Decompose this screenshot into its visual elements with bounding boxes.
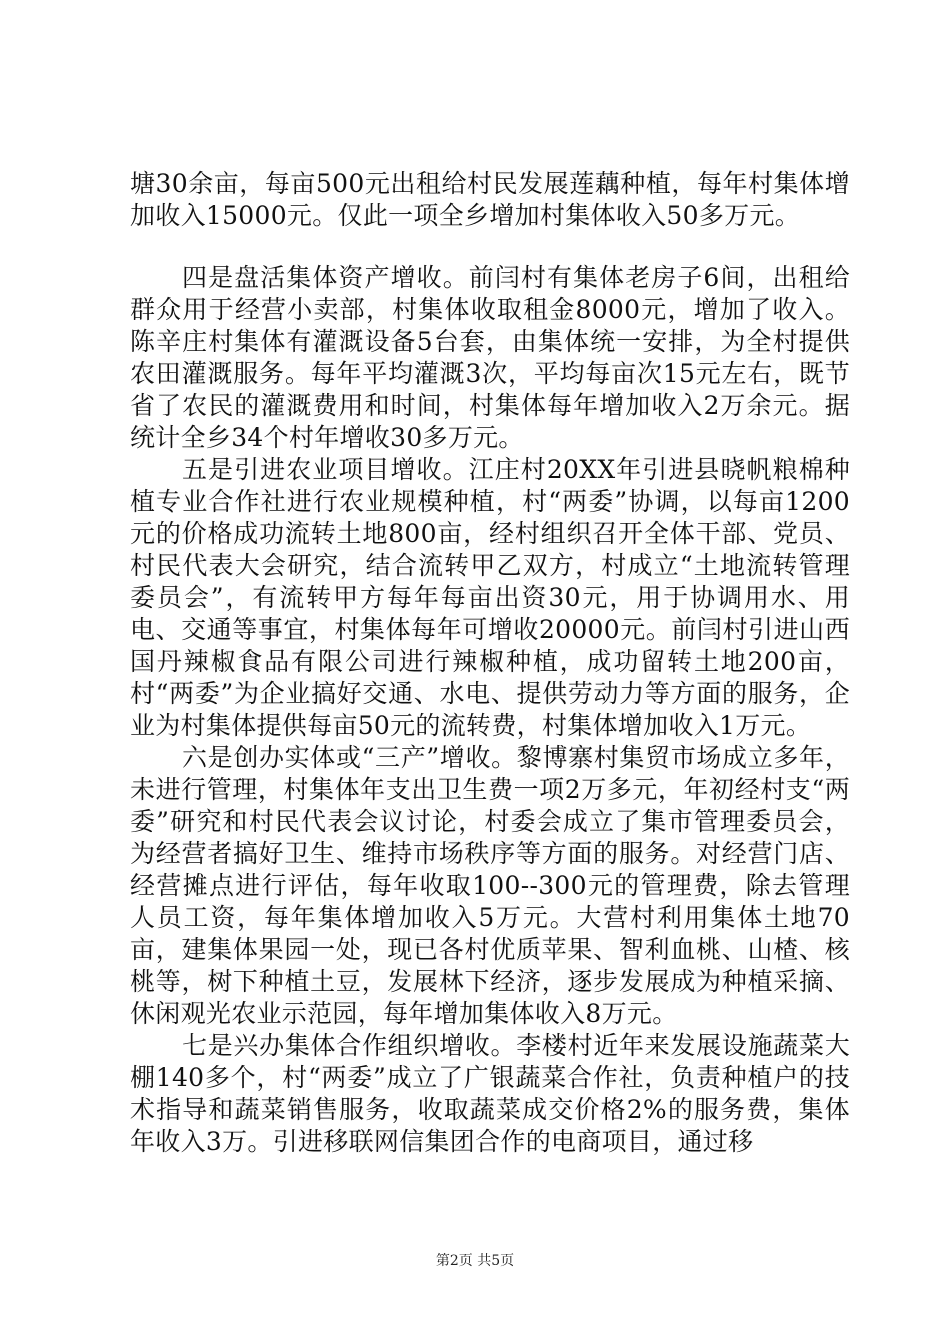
paragraph-asset-income: 四是盘活集体资产增收。前闫村有集体老房子6间，出租给群众用于经营小卖部，村集体收取租金8000元，增加了收入。陈辛庄村集体有灌溉设备5台套，由集体统一安排，为全村提供农田灌溉服务。每年平均灌溉3次，平均每亩次15元左右，既节省了农民的灌溉费用和时间，村集体每年增加收入2万余元。据统计全乡34个村年增收30多万元。 bbox=[130, 263, 850, 452]
paragraph-cooperatives: 七是兴办集体合作组织增收。李楼村近年来发展设施蔬菜大棚140多个，村“两委”成立了广银蔬菜合作社，负责种植户的技术指导和蔬菜销售服务，收取蔬菜成交价格2%的服务费，集体年收入3万。引进移联网信集团合作的电商项目，通过移 bbox=[130, 1031, 850, 1156]
paragraph-tertiary-industry: 六是创办实体或“三产”增收。黎博寨村集贸市场成立多年，未进行管理，村集体年支出卫生费一项2万多元，年初经村支“两委”研究和村民代表会议讨论，村委会成立了集市管理委员会，为经营者搞好卫生、维持市场秩序等方面的服务。对经营门店、经营摊点进行评估，每年收取100--300元的管理费，除去管理人员工资，每年集体增加收入5万元。大营村利用集体土地70亩，建集体果园一处，现已各村优质苹果、智利血桃、山楂、核桃等，树下种植土豆，发展林下经济，逐步发展成为种植采摘、休闲观光农业示范园，每年增加集体收入8万元。 bbox=[130, 743, 850, 1028]
page-number-footer: 第2页 共5页 bbox=[435, 1253, 515, 1269]
document-body bbox=[130, 168, 850, 1158]
paragraph-gap bbox=[130, 232, 850, 262]
paragraph-agri-projects: 五是引进农业项目增收。江庄村20XX年引进县晓帆粮棉种植专业合作社进行农业规模种植，村“两委”协调，以每亩1200元的价格成功流转土地800亩，经村组织召开全体干部、党员、村民代表大会研究，结合流转甲乙双方，村成立“土地流转管理委员会”，有流转甲方每年每亩出资30元，用于协调用水、用电、交通等事宜，村集体每年可增收20000元。前闫村引进山西国丹辣椒食品有限公司进行辣椒种植，成功留转土地200亩，村“两委”为企业搞好交通、水电、提供劳动力等方面的服务，企业为村集体提供每亩50元的流转费，村集体增加收入1万元。 bbox=[130, 455, 850, 740]
paragraph-continuation: 塘30余亩，每亩500元出租给村民发展莲藕种植，每年村集体增加收入15000元。仅此一项全乡增加村集体收入50多万元。 bbox=[130, 169, 850, 230]
